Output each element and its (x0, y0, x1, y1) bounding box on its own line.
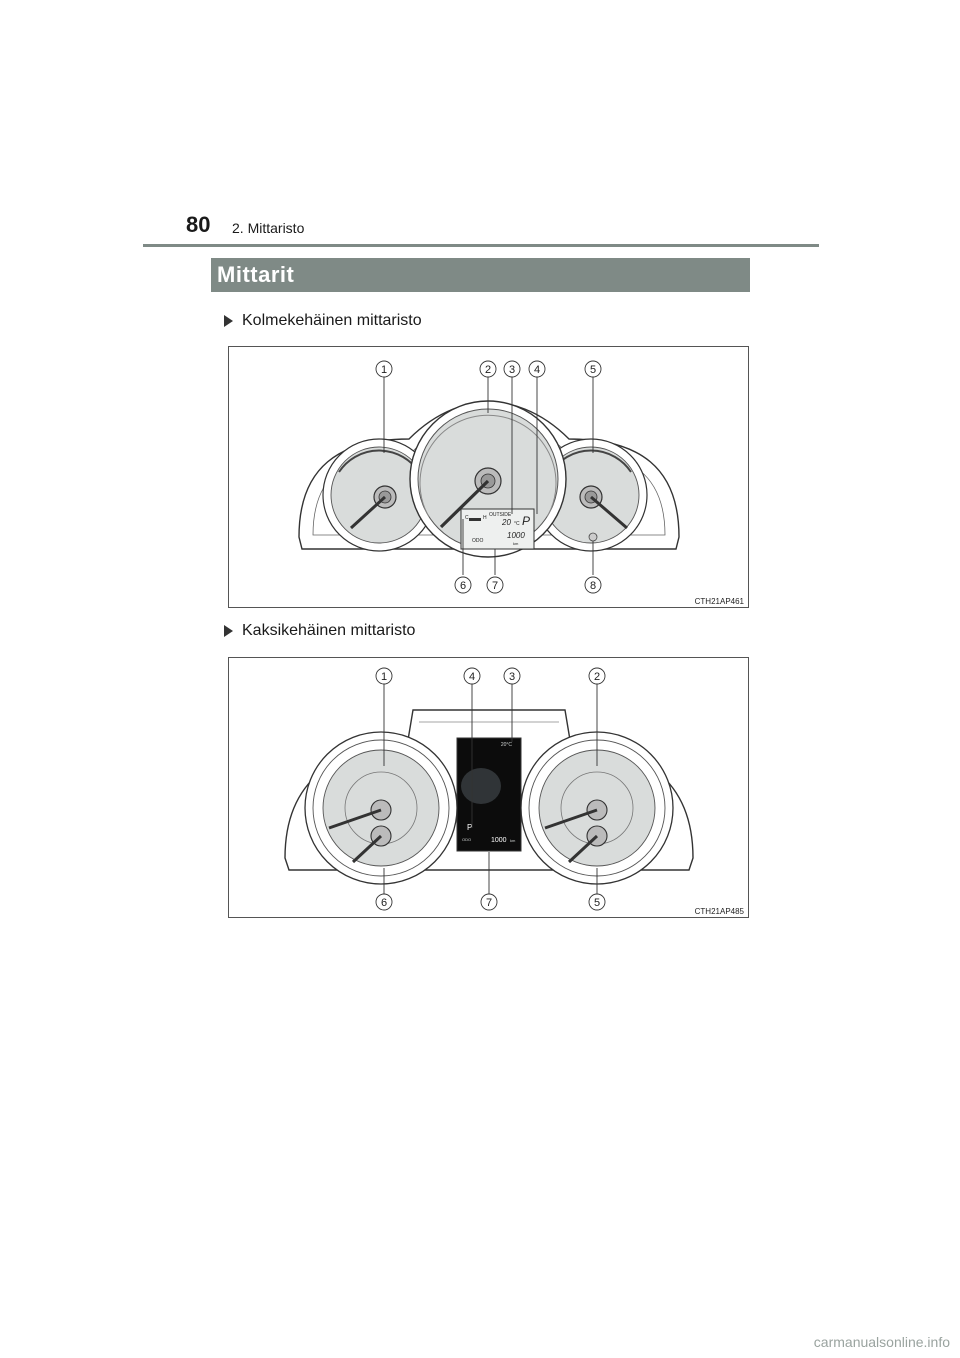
fig2-temp: 20°C (500, 742, 512, 748)
fig1-callout-2: 2 (484, 364, 492, 376)
fig1-callout-7: 7 (491, 580, 499, 592)
fig1-outside-label: OUTSIDE (489, 512, 512, 518)
figure1-drawing (229, 347, 748, 607)
fig1-temp: 20 (502, 518, 511, 527)
fig2-callout-7: 7 (485, 897, 493, 909)
bullet-triangle-icon (224, 315, 233, 327)
figure2-instrument-cluster (228, 657, 749, 918)
figure1-instrument-cluster (228, 346, 749, 608)
figure1-caption-text: Kolmekehäinen mittaristo (242, 312, 422, 329)
fig1-callout-8: 8 (589, 580, 597, 592)
fig2-callout-6: 6 (380, 897, 388, 909)
fig1-gauge-c: C (465, 515, 469, 521)
header-rule (143, 244, 819, 247)
figure1-code: CTH21AP461 (694, 597, 744, 606)
fig1-callout-6: 6 (459, 580, 467, 592)
fig1-gear: P (522, 514, 531, 528)
figure2-code: CTH21AP485 (694, 907, 744, 916)
fig2-odo: 1000 (491, 837, 507, 844)
fig2-callout-2: 2 (593, 671, 601, 683)
fig1-odo-unit: km (513, 541, 519, 546)
chapter-title: 2. Mittaristo (232, 220, 305, 236)
page-number: 80 (186, 212, 211, 237)
fig2-callout-4: 4 (468, 671, 476, 683)
figure2-drawing (229, 658, 748, 917)
fig1-gauge-h: H (483, 515, 487, 521)
fig2-callout-5: 5 (593, 897, 601, 909)
fig1-callout-1: 1 (380, 364, 388, 376)
fig1-odo: 1000 (507, 531, 525, 540)
fig2-odo-label: ODO (462, 837, 472, 842)
fig1-callout-3: 3 (508, 364, 516, 376)
fig1-odo-label: ODO (472, 538, 484, 544)
fig2-odo-unit: km (510, 838, 516, 843)
fig1-temp-unit: °C (514, 521, 520, 527)
figure2-caption-text: Kaksikehäinen mittaristo (242, 622, 416, 639)
fig2-callout-3: 3 (508, 671, 516, 683)
fig1-callout-5: 5 (589, 364, 597, 376)
section-title: Mittarit (211, 258, 750, 292)
fig2-callout-1: 1 (380, 671, 388, 683)
fig2-gear: P (467, 823, 473, 832)
figure1-caption (224, 312, 422, 330)
fig1-callout-4: 4 (533, 364, 541, 376)
bullet-triangle-icon (224, 625, 233, 637)
figure2-caption (224, 622, 415, 640)
watermark: carmanualsonline.info (813, 1334, 950, 1350)
